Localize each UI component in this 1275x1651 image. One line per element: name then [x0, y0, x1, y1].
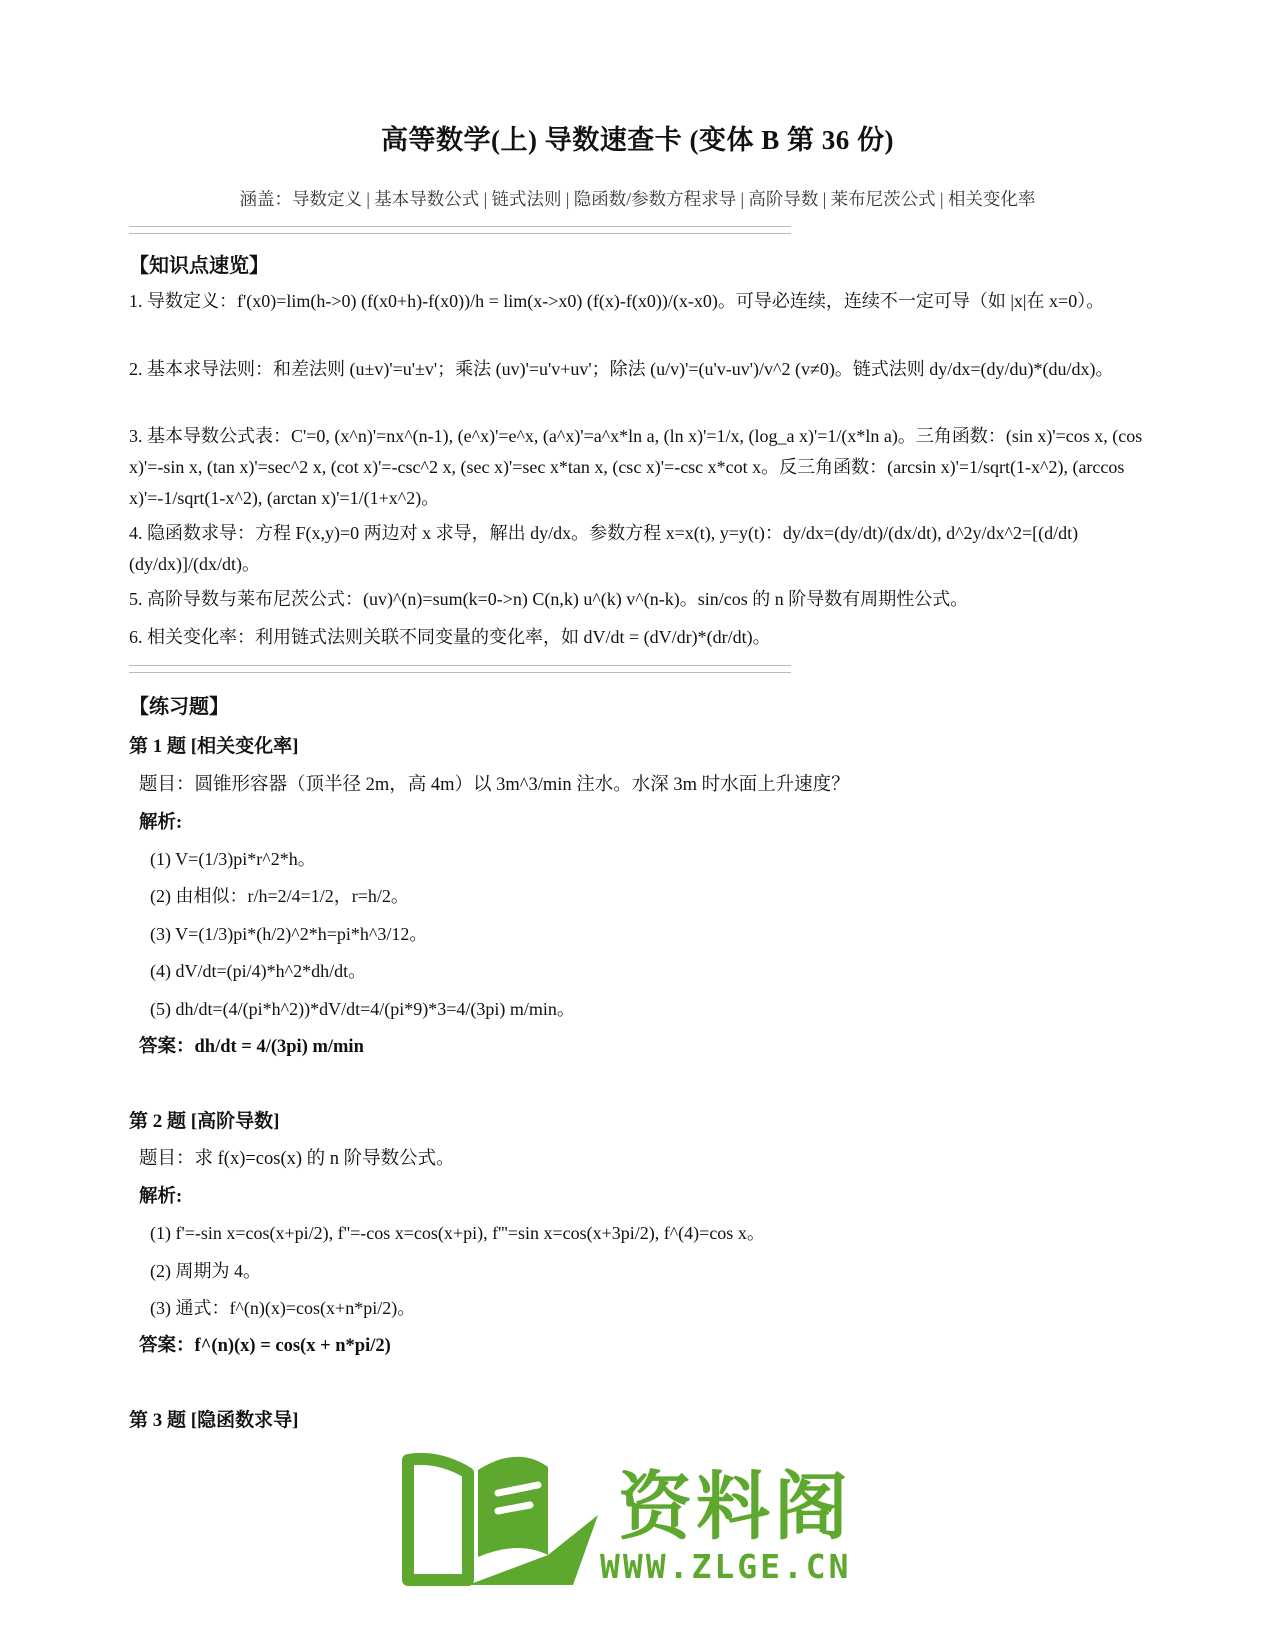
- section-heading-knowledge: 【知识点速览】: [129, 255, 269, 277]
- question-heading: 第 2 题 [高阶导数]: [129, 1111, 280, 1132]
- watermark-url: WWW.ZLGE.CN: [600, 1547, 852, 1586]
- analysis-label: 解析:: [139, 1187, 183, 1207]
- answer-text: 答案：f^(n)(x) = cos(x + n*pi/2): [139, 1336, 391, 1356]
- knowledge-item: 6. 相关变化率：利用链式法则关联不同变量的变化率，如 dV/dt = (dV/dr)*(dr/dt)。: [129, 627, 771, 647]
- question-problem: 题目：求 f(x)=cos(x) 的 n 阶导数公式。: [139, 1149, 455, 1169]
- analysis-label: 解析:: [139, 813, 183, 833]
- solution-step: (1) f'=-sin x=cos(x+pi/2), f''=-cos x=cos(x+pi), f'''=sin x=cos(x+3pi/2), f^(4)=cos x。: [150, 1223, 765, 1243]
- solution-step: (1) V=(1/3)pi*r^2*h。: [150, 849, 316, 869]
- knowledge-item: 1. 导数定义：f'(x0)=lim(h->0) (f(x0+h)-f(x0))/h = lim(x->x0) (f(x)-f(x0))/(x-x0)。可导必连续，连续不一定可导（如 |x|在 x=0）。: [129, 291, 1105, 311]
- solution-step: (5) dh/dt=(4/(pi*h^2))*dV/dt=4/(pi*9)*3=4/(3pi) m/min。: [150, 999, 575, 1019]
- divider-line: [129, 226, 791, 234]
- solution-step: (2) 周期为 4。: [150, 1261, 261, 1281]
- knowledge-item: 5. 高阶导数与莱布尼茨公式：(uv)^(n)=sum(k=0->n) C(n,k) u^(k) v^(n-k)。sin/cos 的 n 阶导数有周期性公式。: [129, 589, 969, 609]
- knowledge-item: 3. 基本导数公式表：C'=0, (x^n)'=nx^(n-1), (e^x)'=e^x, (a^x)'=a^x*ln a, (ln x)'=1/x, (log_a x)'=1/(x*ln a)。三角函数：(sin x)'=cos x, (cos x)'=-sin x, (tan x)'=sec^2 x, (cot x)'=-csc^2 x, (sec x)'=sec x*tan x, (csc x)'=-csc x*cot x。反三角函数：(arcsin x)'=1/sqrt(1-x^2), (arccos x)'=-1/sqrt(1-x^2), (arctan x)'=1/(1+x^2)。: [129, 426, 1143, 508]
- page-subtitle: 涵盖：导数定义 | 基本导数公式 | 链式法则 | 隐函数/参数方程求导 | 高阶导数 | 莱布尼茨公式 | 相关变化率: [239, 189, 1036, 209]
- solution-step: (3) V=(1/3)pi*(h/2)^2*h=pi*h^3/12。: [150, 924, 428, 944]
- divider-line: [129, 665, 791, 673]
- watermark-name: 资料阁: [618, 1464, 852, 1550]
- answer-text: 答案：dh/dt = 4/(3pi) m/min: [139, 1037, 364, 1057]
- solution-step: (2) 由相似：r/h=2/4=1/2，r=h/2。: [150, 886, 409, 906]
- knowledge-item: 4. 隐函数求导：方程 F(x,y)=0 两边对 x 求导，解出 dy/dx。参数方程 x=x(t), y=y(t)：dy/dx=(dy/dt)/(dx/dt), d^2y/dx^2=[(d/dt)(dy/dx)]/(dx/dt)。: [129, 523, 1079, 574]
- solution-step: (3) 通式：f^(n)(x)=cos(x+n*pi/2)。: [150, 1298, 416, 1318]
- question-heading: 第 1 题 [相关变化率]: [129, 736, 299, 757]
- question-heading: 第 3 题 [隐函数求导]: [129, 1410, 299, 1431]
- knowledge-item: 2. 基本求导法则：和差法则 (u±v)'=u'±v'；乘法 (uv)'=u'v+uv'；除法 (u/v)'=(u'v-uv')/v^2 (v≠0)。链式法则 dy/dx=(dy/du)*(du/dx)。: [129, 359, 1114, 379]
- solution-step: (4) dV/dt=(pi/4)*h^2*dh/dt。: [150, 961, 367, 981]
- page-title: 高等数学(上) 导数速查卡 (变体 B 第 36 份): [381, 125, 894, 155]
- question-problem: 题目：圆锥形容器（顶半径 2m，高 4m）以 3m^3/min 注水。水深 3m 时水面上升速度？: [139, 775, 850, 795]
- section-heading-practice: 【练习题】: [129, 696, 229, 718]
